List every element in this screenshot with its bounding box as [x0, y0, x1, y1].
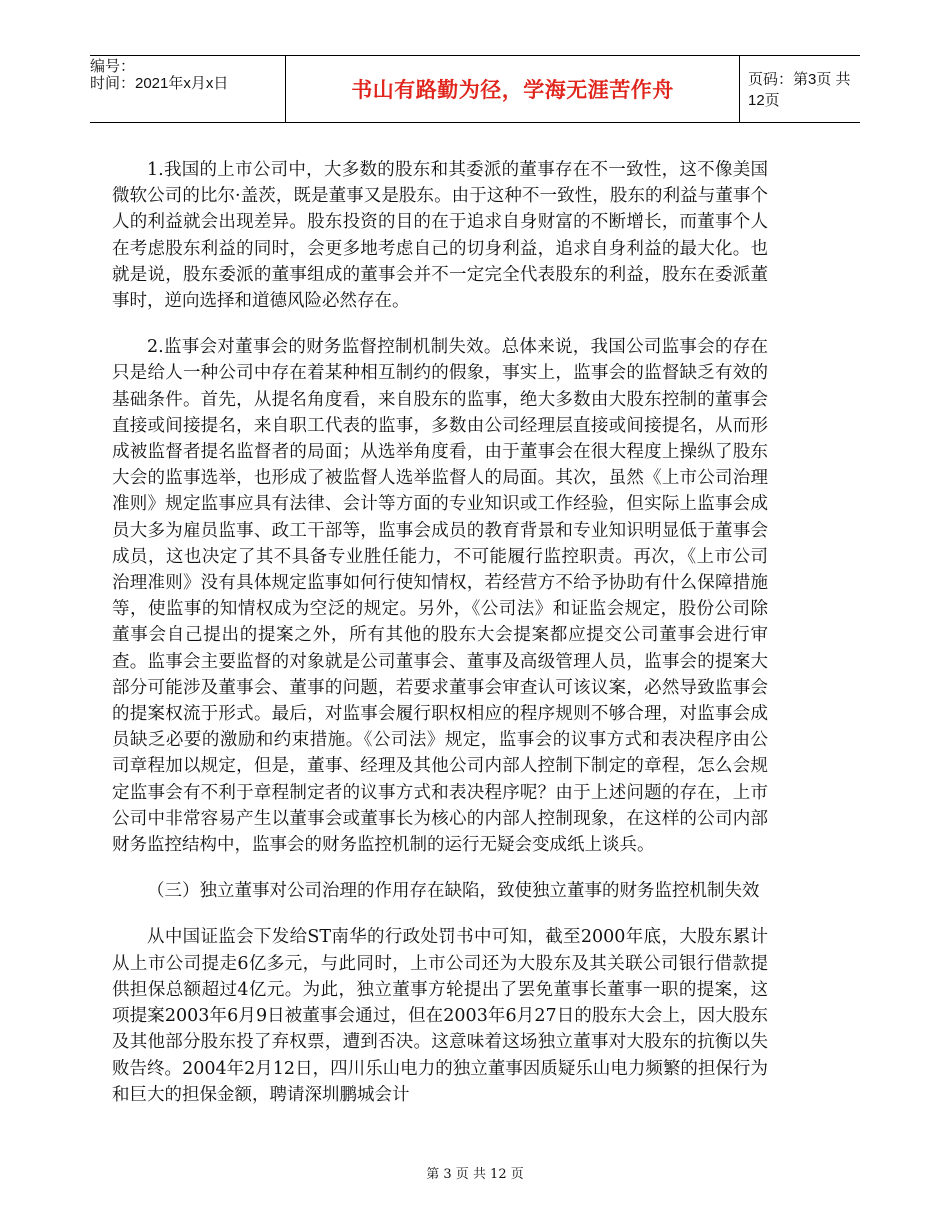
paragraph-2: 2.监事会对董事会的财务监督控制机制失效。总体来说，我国公司监事会的存在只是给人一种公司中存在着某种相互制约的假象，事实上，监事会的监督缺乏有效的基础条件。首先，从提名角度看，来自股东的监事，绝大多数由大股东控制的董事会直接或间接提名，来自职工代表的监事，多数由公司经理层直接或间接提名，从而形成被监督者提名监督者的局面；从选举角度看，由于董事会在很大程度上操纵了股东大会的监事选举，也形成了被监督人选举监督人的局面。其次，虽然《上市公司治理准则》规定监事应具有法律、会计等方面的专业知识或工作经验，但实际上监事会成员大多为雇员监事、政工干部等，监事会成员的教育背景和专业知识明显低于董事会成员，这也决定了其不具备专业胜任能力，不可能履行监控职责。再次，《上市公司治理准则》没有具体规定监事如何行使知情权，若经营方不给予协助有什么保障措施等，使监事的知情权成为空泛的规定。另外，《公司法》和证监会规定，股份公司除董事会自己提出的提案之外，所有其他的股东大会提案都应提交公司董事会进行审查。监事会主要监督的对象就是公司董事会、董事及高级管理人员，监事会的提案大部分可能涉及董事会、董事的问题，若要求董事会审查认可该议案，必然导致监事会的提案权流于形式。最后，对监事会履行职权相应的程序规则不够合理，对监事会成员缺乏必要的激励和约束措施。《公司法》规定，监事会的议事方式和表决程序由公司章程加以规定，但是，董事、经理及其他公司内部人控制下制定的章程，怎么会规定监事会有不利于章程制定者的议事方式和表决程序呢？由于上述问题的存在，上市公司中非常容易产生以董事会或董事长为核心的内部人控制现象，在这样的公司内部财务监控结构中，监事会的财务监控机制的运行无疑会变成纸上谈兵。	[112, 337, 768, 856]
paragraph-3: 从中国证监会下发给ST南华的行政处罚书中可知，截至2000年底，大股东累计从上市公司提走6亿多元，与此同时，上市公司还为大股东及其关联公司银行借款提供担保总额超过4亿元。为此，独立董事方轮提出了罢免董事长董事一职的提案，这项提案2003年6月9日被董事会通过，但在2003年6月27日的股东大会上，因大股东及其他部分股东投了弃权票，遭到否决。这意味着这场独立董事对大股东的抗衡以失败告终。2004年2月12日，四川乐山电力的独立董事因质疑乐山电力频繁的担保行为和巨大的担保金额，聘请深圳鹏城会计	[112, 927, 768, 1105]
header-motto-cell	[285, 56, 740, 122]
header-number-label: 编号：	[90, 58, 136, 75]
header-page-label: 页码：第3页 共12页	[748, 71, 851, 109]
header-meta	[90, 56, 285, 122]
header-page-cell	[740, 56, 860, 122]
header-motto: 书山有路勤为径，学海无涯苦作舟	[351, 78, 674, 102]
paragraph-1: 1.我国的上市公司中，大多数的股东和其委派的董事存在不一致性，这不像美国微软公司的比尔·盖茨，既是董事又是股东。由于这种不一致性，股东的利益与董事个人的利益就会出现差异。股东投资的目的在于追求自身财富的不断增长，而董事个人在考虑股东利益的同时，会更多地考虑自己的切身利益，追求自身利益的最大化。也就是说，股东委派的董事组成的董事会并不一定完全代表股东的利益，股东在委派董事时，逆向选择和道德风险必然存在。	[112, 160, 768, 312]
document-body	[112, 157, 768, 1128]
header-time-label: 时间：2021年x月x日	[90, 75, 229, 92]
section-heading: （三）独立董事对公司治理的作用存在缺陷，致使独立董事的财务监控机制失效	[147, 881, 760, 902]
page-footer: 第 3 页 共 12 页	[426, 1167, 524, 1182]
page-header	[90, 55, 860, 123]
